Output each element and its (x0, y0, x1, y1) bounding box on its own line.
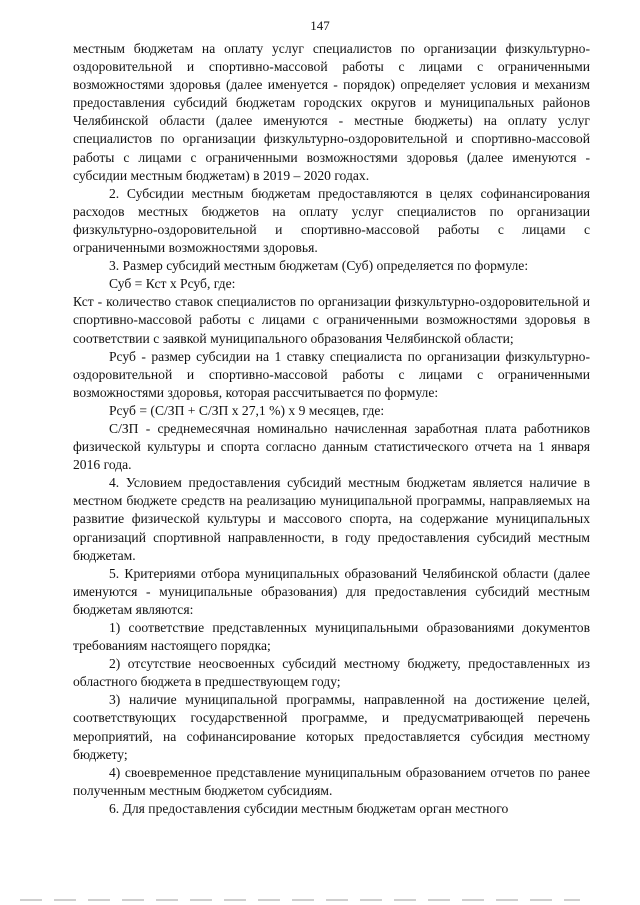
formula-rsub: Рсуб = (С/ЗП + С/ЗП х 27,1 %) х 9 месяцев, где: (109, 402, 385, 418)
formula-subsidy: Суб = Кст х Рсуб, где: (109, 276, 236, 292)
list-item-criterion-3: 3) наличие муниципальной программы, направленной на достижение целей, соответствующих государственной программе, и предусматривающей перечень мероприятий, на софинансирование которых предоставляется субсидия местному бюджету; (73, 692, 590, 762)
scan-edge-artifact (20, 899, 580, 901)
list-item-criterion-2: 2) отсутствие неосвоенных субсидий местному бюджету, предоставленных из областного бюджета в предшествующем году; (73, 656, 590, 690)
list-item-criterion-4: 4) своевременное представление муниципальным образованием отчетов по ранее полученным местным бюджетом субсидиям. (73, 764, 590, 798)
paragraph-condition: 4. Условием предоставления субсидий местным бюджетам является наличие в местном бюджете средств на реализацию муниципальной программы, направляемых на развитие физической культуры и массового спорта, на содержание муниципальных организаций спортивной направленности, в году предоставления субсидий местным бюджетам. (73, 475, 590, 563)
document-body (73, 40, 590, 818)
paragraph-purpose: 2. Субсидии местным бюджетам предоставляются в целях софинансирования расходов местных бюджетов на оплату услуг специалистов по организации физкультурно-оздоровительной и спортивно-массовой работы с лицами с ограниченными возможностями здоровья. (73, 185, 590, 256)
paragraph-selection-criteria: 5. Критериями отбора муниципальных образований Челябинской области (далее именуются - муниципальные образования) для предоставления субсидий местным бюджетам являются: (73, 565, 590, 617)
page-number: 147 (310, 18, 330, 33)
paragraph-subsidy-size: 3. Размер субсидий местным бюджетам (Суб) определяется по формуле: (109, 258, 529, 274)
paragraph-szp-definition: С/ЗП - среднемесячная номинально начисленная заработная плата работников физической культуры и спорта согласно данным статистического отчета на 1 января 2016 года. (73, 420, 590, 473)
list-item-criterion-1: 1) соответствие представленных муниципальными образованиями документов требованиям настоящего порядка; (73, 620, 590, 654)
paragraph-kst-definition: Кст - количество ставок специалистов по организации физкультурно-оздоровительной и спортивно-массовой работы с лицами с ограниченными возможностями здоровья в соответствии с заявкой муниципального образования Челябинской области; (73, 294, 590, 346)
paragraph-rsub-definition: Рсуб - размер субсидии на 1 ставку специалиста по организации физкультурно-оздоровительной и спортивно-массовой работы с лицами с ограниченными возможностями здоровья, которая рассчитывается по формуле: (73, 348, 590, 400)
paragraph-section-6-start: 6. Для предоставления субсидии местным бюджетам орган местного (109, 800, 509, 816)
paragraph-procedure-scope: местным бюджетам на оплату услуг специалистов по организации физкультурно-оздоровительной и спортивно-массовой работы с лицами с ограниченными возможностями здоровья (далее именуется - порядок) определяет условия и механизм предоставления субсидий бюджетам городских округов и муниципальных районов Челябинской области (далее именуются - местные бюджеты) на оплату услуг специалистов по организации физкультурно-оздоровительной и спортивно-массовой работы с лицами с ограниченными возможностями здоровья (далее именуются - субсидии местным бюджетам) в 2019 – 2020 годах. (73, 41, 590, 183)
